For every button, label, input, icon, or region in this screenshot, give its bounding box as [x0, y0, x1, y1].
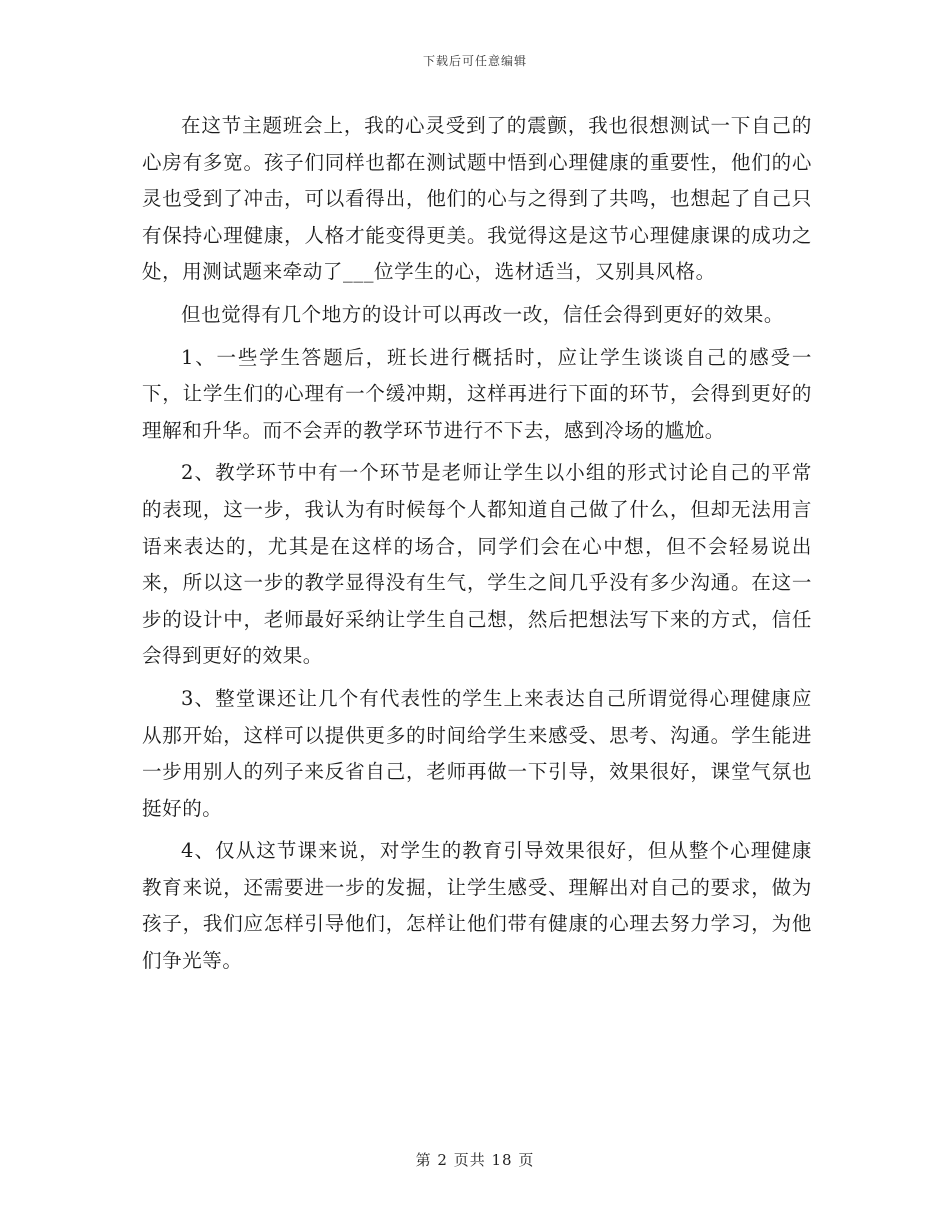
paragraph-1: 在这节主题班会上，我的心灵受到了的震颤，我也很想测试一下自己的心房有多宽。孩子们同样也都在测试题中悟到心理健康的重要性，他们的心灵也受到了冲击，可以看得出，他们的心与之得到了共鸣，也想起了自己只有保持心理健康，人格才能变得更美。我觉得这是这节心理健康课的成功之处，用测试题来牵动了___位学生的心，选材适当，又别具风格。 [142, 114, 812, 284]
paragraph-5: 3、整堂课还让几个有代表性的学生上来表达自己所谓觉得心理健康应从那开始，这样可以提供更多的时间给学生来感受、思考、沟通。学生能进一步用别人的列子来反省自己，老师再做一下引导，效果很好，课堂气氛也挺好的。 [142, 686, 812, 820]
paragraph-4: 2、教学环节中有一个环节是老师让学生以小组的形式讨论自己的平常的表现，这一步，我认为有时候每个人都知道自己做了什么，但却无法用言语来表达的，尤其是在这样的场合，同学们会在心中想，但不会轻易说出来，所以这一步的教学显得没有生气，学生之间几乎没有多少沟通。在这一步的设计中，老师最好采纳让学生自己想，然后把想法写下来的方式，信任会得到更好的效果。 [142, 461, 812, 668]
page-header: 下载后可任意编辑 [422, 54, 527, 68]
document-body [142, 108, 812, 986]
paragraph-3: 1、一些学生答题后，班长进行概括时，应让学生谈谈自己的感受一下，让学生们的心理有一个缓冲期，这样再进行下面的环节，会得到更好的理解和升华。而不会弄的教学环节进行不下去，感到冷场的尴尬。 [142, 345, 812, 442]
paragraph-6: 4、仅从这节课来说，对学生的教育引导效果很好，但从整个心理健康教育来说，还需要进一步的发掘，让学生感受、理解出对自己的要求，做为孩子，我们应怎样引导他们，怎样让他们带有健康的心理去努力学习，为他们争光等。 [142, 839, 812, 973]
page-number: 第 2 页共 18 页 [415, 1151, 535, 1169]
paragraph-2: 但也觉得有几个地方的设计可以再改一改，信任会得到更好的效果。 [181, 302, 785, 326]
